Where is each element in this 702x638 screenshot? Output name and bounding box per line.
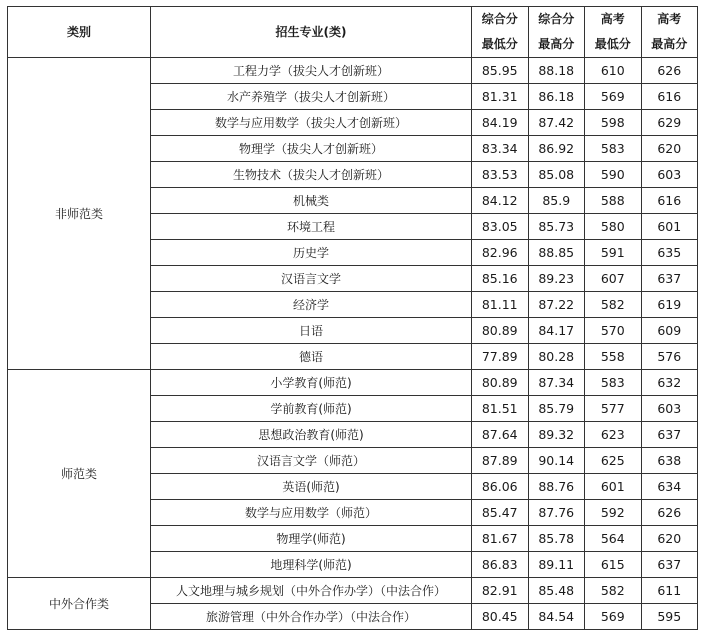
composite-max-cell: 87.34 [528, 370, 585, 396]
gaokao-max-cell: 609 [641, 318, 698, 344]
gaokao-min-cell: 569 [585, 84, 642, 110]
major-cell: 物理学（拔尖人才创新班） [151, 136, 472, 162]
major-cell: 历史学 [151, 240, 472, 266]
category-cell: 师范类 [8, 370, 151, 578]
gaokao-min-cell: 615 [585, 552, 642, 578]
major-cell: 学前教育(师范) [151, 396, 472, 422]
composite-max-cell: 85.08 [528, 162, 585, 188]
composite-min-cell: 87.64 [472, 422, 529, 448]
gaokao-max-cell: 634 [641, 474, 698, 500]
header-composite-max-line1: 综合分 [538, 12, 575, 26]
gaokao-min-cell: 610 [585, 58, 642, 84]
gaokao-max-cell: 576 [641, 344, 698, 370]
composite-max-cell: 87.42 [528, 110, 585, 136]
gaokao-min-cell: 583 [585, 370, 642, 396]
header-gaokao-min-line1: 高考 [600, 12, 625, 26]
major-cell: 德语 [151, 344, 472, 370]
composite-max-cell: 87.22 [528, 292, 585, 318]
major-cell: 思想政治教育(师范) [151, 422, 472, 448]
table-row [8, 370, 698, 396]
composite-max-cell: 88.85 [528, 240, 585, 266]
gaokao-min-cell: 625 [585, 448, 642, 474]
header-gaokao-max-line1: 高考 [657, 12, 682, 26]
gaokao-max-cell: 620 [641, 136, 698, 162]
composite-max-cell: 89.23 [528, 266, 585, 292]
gaokao-max-cell: 603 [641, 396, 698, 422]
header-composite-min-line1: 综合分 [481, 12, 518, 26]
gaokao-min-cell: 592 [585, 500, 642, 526]
composite-max-cell: 88.18 [528, 58, 585, 84]
header-row [8, 7, 698, 58]
major-cell: 环境工程 [151, 214, 472, 240]
composite-min-cell: 80.89 [472, 370, 529, 396]
gaokao-max-cell: 626 [641, 500, 698, 526]
major-cell: 数学与应用数学（师范） [151, 500, 472, 526]
gaokao-min-cell: 591 [585, 240, 642, 266]
composite-min-cell: 80.45 [472, 604, 529, 630]
gaokao-min-cell: 623 [585, 422, 642, 448]
gaokao-max-cell: 635 [641, 240, 698, 266]
composite-min-cell: 86.83 [472, 552, 529, 578]
gaokao-min-cell: 583 [585, 136, 642, 162]
gaokao-min-cell: 607 [585, 266, 642, 292]
composite-min-cell: 81.67 [472, 526, 529, 552]
gaokao-max-cell: 595 [641, 604, 698, 630]
gaokao-max-cell: 603 [641, 162, 698, 188]
composite-min-cell: 82.96 [472, 240, 529, 266]
header-composite-max [528, 7, 585, 58]
header-gaokao-min-line2: 最低分 [594, 37, 631, 51]
composite-min-cell: 81.31 [472, 84, 529, 110]
admission-scores-table [7, 6, 698, 630]
table-row [8, 58, 698, 84]
header-gaokao-min [585, 7, 642, 58]
major-cell: 汉语言文学 [151, 266, 472, 292]
major-cell: 物理学(师范) [151, 526, 472, 552]
gaokao-max-cell: 611 [641, 578, 698, 604]
major-cell: 日语 [151, 318, 472, 344]
gaokao-min-cell: 570 [585, 318, 642, 344]
composite-max-cell: 85.48 [528, 578, 585, 604]
gaokao-min-cell: 569 [585, 604, 642, 630]
major-cell: 生物技术（拔尖人才创新班） [151, 162, 472, 188]
composite-min-cell: 86.06 [472, 474, 529, 500]
composite-max-cell: 88.76 [528, 474, 585, 500]
composite-max-cell: 86.92 [528, 136, 585, 162]
gaokao-max-cell: 616 [641, 188, 698, 214]
table-body [8, 58, 698, 630]
header-gaokao-max-line2: 最高分 [651, 37, 688, 51]
major-cell: 汉语言文学（师范） [151, 448, 472, 474]
major-cell: 机械类 [151, 188, 472, 214]
gaokao-min-cell: 564 [585, 526, 642, 552]
major-cell: 英语(师范) [151, 474, 472, 500]
composite-max-cell: 84.17 [528, 318, 585, 344]
gaokao-min-cell: 580 [585, 214, 642, 240]
category-cell: 中外合作类 [8, 578, 151, 630]
gaokao-max-cell: 632 [641, 370, 698, 396]
gaokao-min-cell: 590 [585, 162, 642, 188]
header-composite-min [472, 7, 529, 58]
major-cell: 地理科学(师范) [151, 552, 472, 578]
major-cell: 人文地理与城乡规划（中外合作办学）（中法合作） [151, 578, 472, 604]
composite-min-cell: 83.34 [472, 136, 529, 162]
major-cell: 经济学 [151, 292, 472, 318]
gaokao-min-cell: 582 [585, 292, 642, 318]
composite-min-cell: 83.53 [472, 162, 529, 188]
gaokao-min-cell: 582 [585, 578, 642, 604]
gaokao-min-cell: 601 [585, 474, 642, 500]
header-composite-min-line2: 最低分 [481, 37, 518, 51]
composite-min-cell: 85.95 [472, 58, 529, 84]
composite-min-cell: 77.89 [472, 344, 529, 370]
composite-max-cell: 86.18 [528, 84, 585, 110]
header-composite-max-line2: 最高分 [538, 37, 575, 51]
composite-min-cell: 83.05 [472, 214, 529, 240]
major-cell: 数学与应用数学（拔尖人才创新班） [151, 110, 472, 136]
composite-min-cell: 84.12 [472, 188, 529, 214]
composite-max-cell: 89.32 [528, 422, 585, 448]
gaokao-max-cell: 629 [641, 110, 698, 136]
composite-min-cell: 82.91 [472, 578, 529, 604]
gaokao-min-cell: 588 [585, 188, 642, 214]
gaokao-max-cell: 637 [641, 422, 698, 448]
gaokao-max-cell: 620 [641, 526, 698, 552]
gaokao-max-cell: 626 [641, 58, 698, 84]
header-major: 招生专业(类) [151, 7, 472, 58]
header-gaokao-max [641, 7, 698, 58]
category-cell: 非师范类 [8, 58, 151, 370]
composite-min-cell: 85.47 [472, 500, 529, 526]
composite-max-cell: 90.14 [528, 448, 585, 474]
major-cell: 水产养殖学（拔尖人才创新班） [151, 84, 472, 110]
gaokao-min-cell: 598 [585, 110, 642, 136]
header-category: 类别 [8, 7, 151, 58]
gaokao-max-cell: 616 [641, 84, 698, 110]
table-header [8, 7, 698, 58]
gaokao-max-cell: 637 [641, 552, 698, 578]
major-cell: 旅游管理（中外合作办学）（中法合作） [151, 604, 472, 630]
gaokao-max-cell: 601 [641, 214, 698, 240]
composite-min-cell: 85.16 [472, 266, 529, 292]
gaokao-max-cell: 619 [641, 292, 698, 318]
composite-min-cell: 84.19 [472, 110, 529, 136]
composite-max-cell: 84.54 [528, 604, 585, 630]
gaokao-min-cell: 577 [585, 396, 642, 422]
gaokao-min-cell: 558 [585, 344, 642, 370]
composite-max-cell: 85.78 [528, 526, 585, 552]
table-row [8, 578, 698, 604]
composite-max-cell: 87.76 [528, 500, 585, 526]
composite-min-cell: 87.89 [472, 448, 529, 474]
composite-min-cell: 80.89 [472, 318, 529, 344]
major-cell: 小学教育(师范) [151, 370, 472, 396]
gaokao-max-cell: 638 [641, 448, 698, 474]
composite-min-cell: 81.51 [472, 396, 529, 422]
composite-max-cell: 85.9 [528, 188, 585, 214]
composite-max-cell: 80.28 [528, 344, 585, 370]
composite-max-cell: 85.79 [528, 396, 585, 422]
composite-min-cell: 81.11 [472, 292, 529, 318]
composite-max-cell: 85.73 [528, 214, 585, 240]
major-cell: 工程力学（拔尖人才创新班） [151, 58, 472, 84]
composite-max-cell: 89.11 [528, 552, 585, 578]
gaokao-max-cell: 637 [641, 266, 698, 292]
